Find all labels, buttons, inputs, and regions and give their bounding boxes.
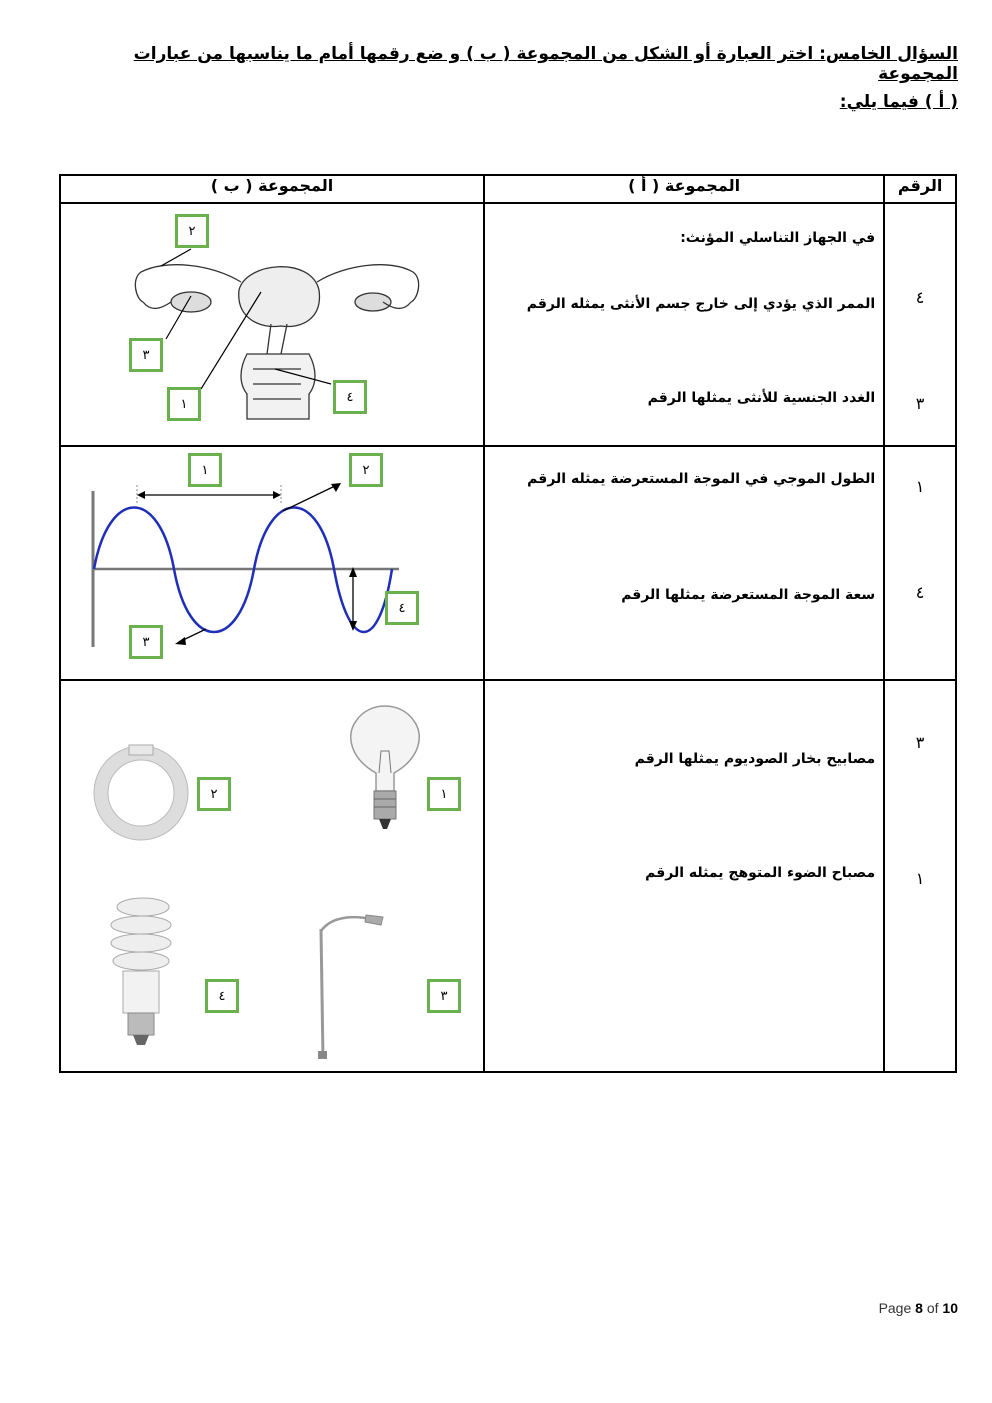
answer-number: ٣	[915, 733, 925, 752]
street-lamp-icon	[318, 915, 383, 1059]
header-group-a: المجموعة ( أ )	[484, 175, 884, 203]
question-title-line1: السؤال الخامس: اختر العبارة أو الشكل من المجموعة ( ب ) و ضع رقمها أمام ما يناسبها من عبارات المجموعة	[133, 44, 958, 84]
question-title-line2: ( أ ) فيما يلي:	[839, 92, 958, 112]
label-box: ٤	[333, 380, 367, 414]
table-row	[60, 203, 956, 446]
of-word: of	[926, 1300, 939, 1316]
label-box: ٣	[129, 338, 163, 372]
lamps-illustration	[61, 681, 485, 1071]
page-footer	[879, 1300, 958, 1316]
matching-table	[59, 174, 957, 1073]
label-box: ٢	[175, 214, 209, 248]
page-word: Page	[878, 1300, 912, 1316]
table-header-row	[60, 175, 956, 203]
statement: الغدد الجنسية للأنثى يمثلها الرقم	[647, 390, 876, 406]
label-box: ١	[167, 387, 201, 421]
incandescent-bulb-icon	[351, 706, 420, 829]
label-box: ٢	[197, 777, 231, 811]
answer-number: ١	[915, 477, 925, 496]
header-group-b: المجموعة ( ب )	[60, 175, 484, 203]
statement: الطول الموجي في الموجة المستعرضة يمثله الرقم	[527, 471, 876, 487]
label-box: ١	[188, 453, 222, 487]
label-box: ١	[427, 777, 461, 811]
label-box: ٤	[385, 591, 419, 625]
circular-fluorescent-lamp-icon	[94, 745, 188, 840]
statement: مصابيح بخار الصوديوم يمثلها الرقم	[634, 751, 876, 767]
statement: الممر الذي يؤدي إلى خارج جسم الأنثى يمثله الرقم	[526, 296, 876, 312]
answer-number: ٣	[915, 394, 925, 413]
female-reproductive-diagram	[61, 204, 485, 445]
statement: مصباح الضوء المتوهج يمثله الرقم	[645, 865, 876, 881]
header-number: الرقم	[884, 175, 956, 203]
table-row	[60, 446, 956, 680]
answer-number: ٤	[915, 288, 925, 307]
row-intro: في الجهاز التناسلي المؤنث:	[680, 230, 876, 246]
label-box: ٢	[349, 453, 383, 487]
label-box: ٣	[427, 979, 461, 1013]
label-box: ٣	[129, 625, 163, 659]
answer-number: ٤	[915, 583, 925, 602]
answer-number: ١	[915, 869, 925, 888]
statement: سعة الموجة المستعرضة يمثلها الرقم	[621, 587, 876, 603]
page-total: 10	[942, 1300, 958, 1316]
page-number: 8	[915, 1300, 923, 1316]
transverse-wave-diagram	[61, 447, 485, 679]
cfl-spiral-bulb-icon	[111, 898, 171, 1045]
table-row	[60, 680, 956, 1072]
label-box: ٤	[205, 979, 239, 1013]
